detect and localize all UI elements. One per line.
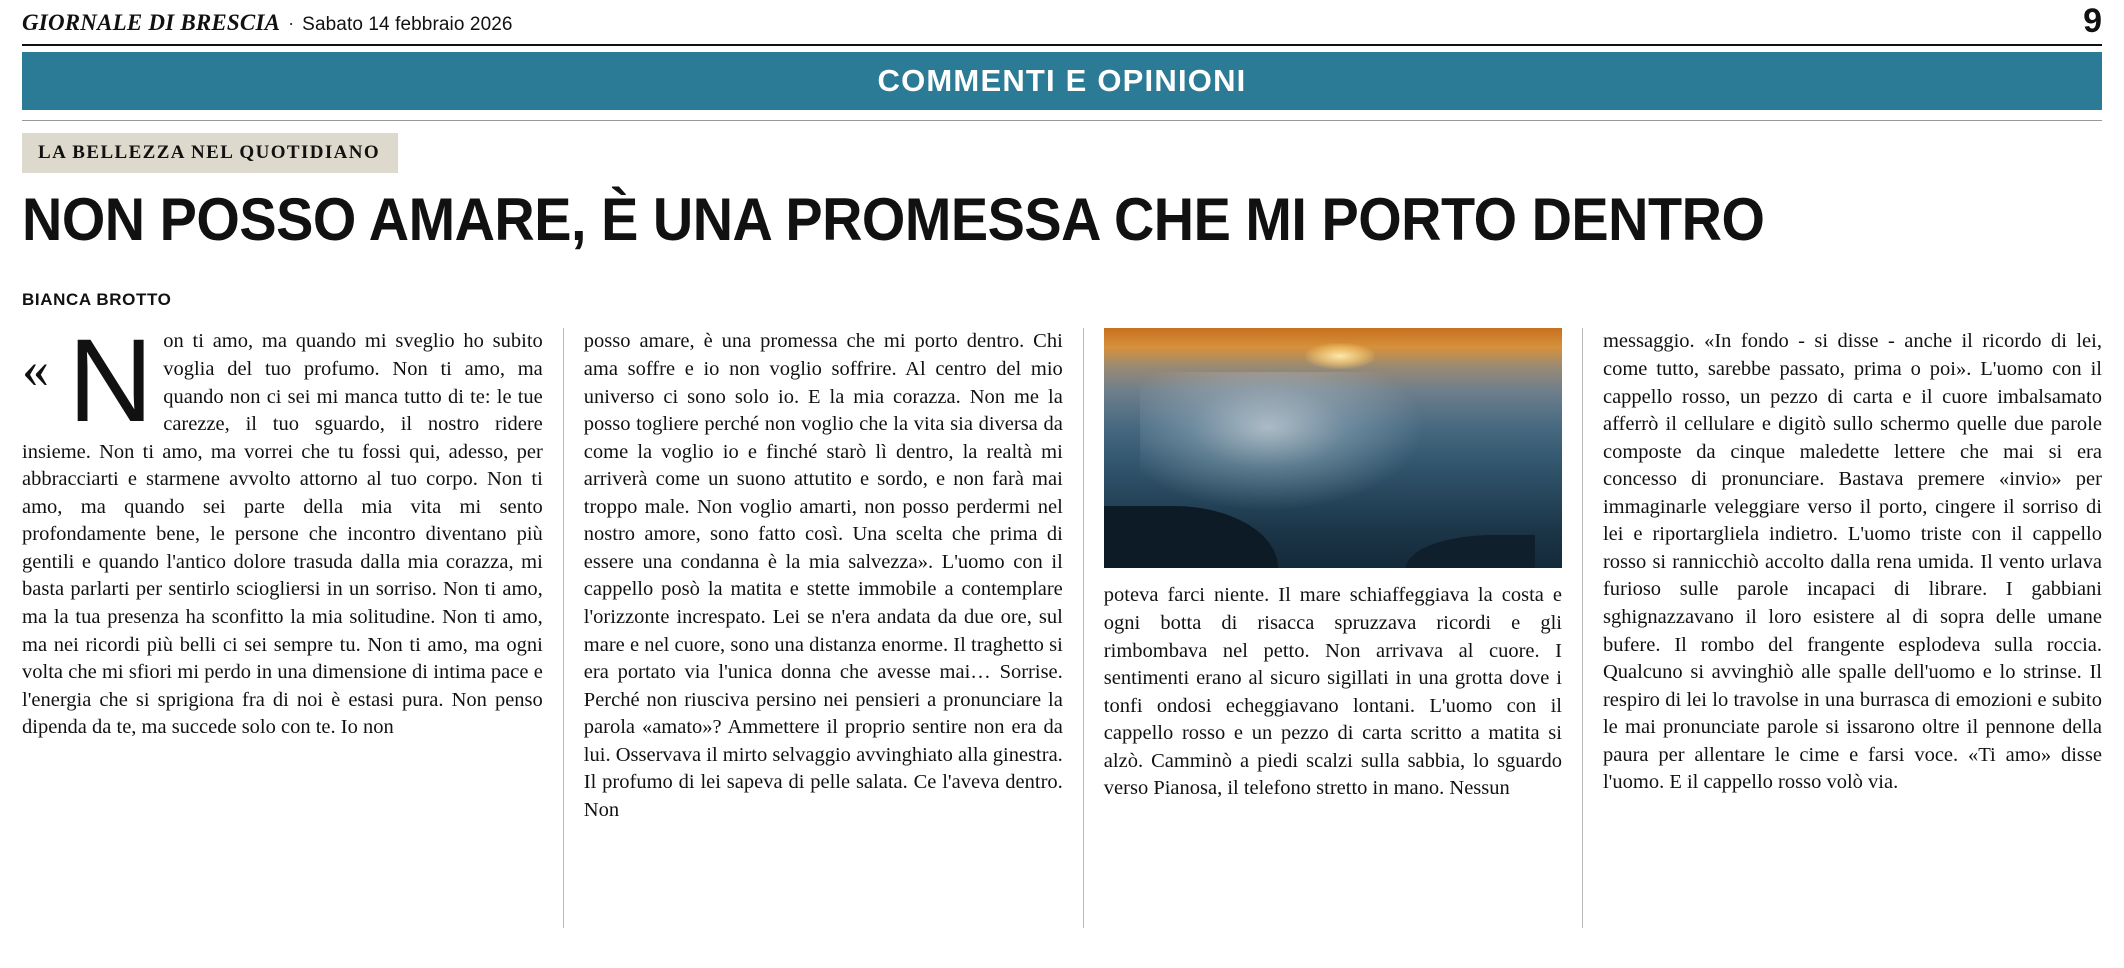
article-kicker: LA BELLEZZA NEL QUOTIDIANO bbox=[22, 133, 398, 173]
sun-glow bbox=[1305, 343, 1375, 369]
masthead-date: Sabato 14 febbraio 2026 bbox=[302, 14, 513, 35]
dropcap-block bbox=[22, 328, 543, 741]
masthead-separator: · bbox=[288, 14, 295, 34]
article-paragraph: posso amare, è una promessa che mi porto dentro. Chi ama soffre e io non voglio soffrire. Al centro del mio universo ci sono solo io. E la mia corazza. Non me la posso togliere perché non voglio che la vita sia diversa da come la voglio io e finché starò lì dentro, la realtà mi arriverà come un suono attutito e sordo, e non farà mai troppo male. Non voglio amarti, non posso perdermi nel nostro amore, sono fatto così. Una scelta che prima di essere una condanna è la mia salvezza». L'uomo con il cappello posò la matita e stette immobile a contemplare l'orizzonte increspato. Lei se n'era andata da due ore, sul mare e nel cuore, sono una distanza enorme. Il traghetto si era portato via l'unica donna che avesse mai… Sorrise. Perché non riusciva persino nei pensieri a pronunciare la parola «amato»? Ammettere il proprio sentire non era da lui. Osservava il mirto selvaggio avvinghiato alla ginestra. Il profumo di lei sapeva di pelle salata. Ce l'aveva dentro. Non bbox=[583, 330, 1063, 821]
article-paragraph: messaggio. «In fondo - si disse - anche il ricordo di lei, come tutto, sarebbe passato, prima o poi». L'uomo con il cappello rosso, un pezzo di carta e il cuore imbalsamato afferrò il cellulare e digitò sullo schermo quelle due parole composte da cinque maledette lettere che mai si era concesso di pronunciare. Bastava premere «invio» per immaginarle veleggiare verso il porto, cingere il sorriso di lei e riportargliela indietro. L'uomo triste con il cappello rosso si rannicchiò accolto dalla rena umida. Il vento urlava furioso sulle parole incapaci di librare. I gabbiani sghignazzavano il loro esistere al di sopra delle umane bufere. Il rombo del frangente esplodeva sulla roccia. Qualcuno si avvinghiò alle spalle dell'uomo e lo strinse. Il respiro di lei lo travolse in una burrasca di emozioni e subito le mai pronunciate parole si issarono oltre il pennone della paura per allentare le cime e farsi voce. «Ti amo» disse l'uomo. E il cappello rosso volò via. bbox=[1602, 330, 2102, 794]
article-paragraph: on ti amo, ma quando mi sveglio ho subito voglia del tuo profumo. Non ti amo, ma quando non ci sei mi manca tutto di te: le tue carezze, il tuo sguardo, il nostro ridere insieme. Non ti amo, ma vorrei che tu fossi qui, adesso, per abbracciarti e starmene avvolto attorno al tuo corpo. Non ti amo, ma quando sei parte della mia vita mi sento profondamente bene, le persone che incontro diventano più gentili e quando l'antico dolore trasuda dalla mia corazza, mi basta parlarti per sentirlo sciogliersi in un sorriso. Non ti amo, ma la tua presenza ha sconfitto la mia solitudine. Non ti amo, ma nei ricordi più belli ci sei sempre tu. Non ti amo, ma ogni volta che mi sfiori mi perdo in una dimensione di intima pace e l'energia che si sprigiona fra di noi è estasi pura. Non penso dipenda da te, ma succede solo con te. Io non bbox=[22, 330, 543, 739]
section-banner bbox=[22, 52, 2102, 110]
banner-bottom-rule bbox=[22, 120, 2102, 121]
masthead-title: GIORNALE DI BRESCIA bbox=[22, 10, 281, 35]
foreground-rock bbox=[1104, 506, 1278, 568]
masthead bbox=[22, 0, 2102, 42]
masthead-rule bbox=[22, 44, 2102, 46]
secondary-rock bbox=[1406, 535, 1534, 569]
article-paragraph: poteva farci niente. Il mare schiaffeggiava la costa e ogni botta di risacca spruzzava ricordi e gli rimbombava nel petto. Non arrivava al cuore. I sentimenti erano al sicuro sigillati in una grotta dove i tonfi ondosi echeggiavano lontani. L'uomo con il cappello rosso e un pezzo di carta scritto a matita si alzò. Camminò a piedi scalzi sulla sabbia, lo sguardo verso Pianosa, il telefono stretto in mano. Nessun bbox=[1103, 584, 1562, 800]
open-quote-mark: « bbox=[22, 339, 49, 400]
wave-spray bbox=[1140, 372, 1424, 511]
article-headline: NON POSSO AMARE, È UNA PROMESSA CHE MI PORTO DENTRO bbox=[22, 186, 1765, 253]
drop-cap-letter: N bbox=[68, 328, 154, 448]
page-number: 9 bbox=[2083, 2, 2102, 40]
article-column-2 bbox=[563, 328, 1083, 928]
article-byline: BIANCA BROTTO bbox=[22, 290, 172, 310]
kicker-wrap bbox=[22, 133, 2102, 173]
section-banner-title: COMMENTI E OPINIONI bbox=[877, 63, 1247, 98]
article-column-1 bbox=[22, 328, 563, 928]
article-column-4 bbox=[1582, 328, 2102, 928]
article-column-3 bbox=[1083, 328, 1582, 928]
sea-spray-sunset-photo bbox=[1104, 328, 1562, 568]
article-body-columns bbox=[22, 328, 2102, 928]
